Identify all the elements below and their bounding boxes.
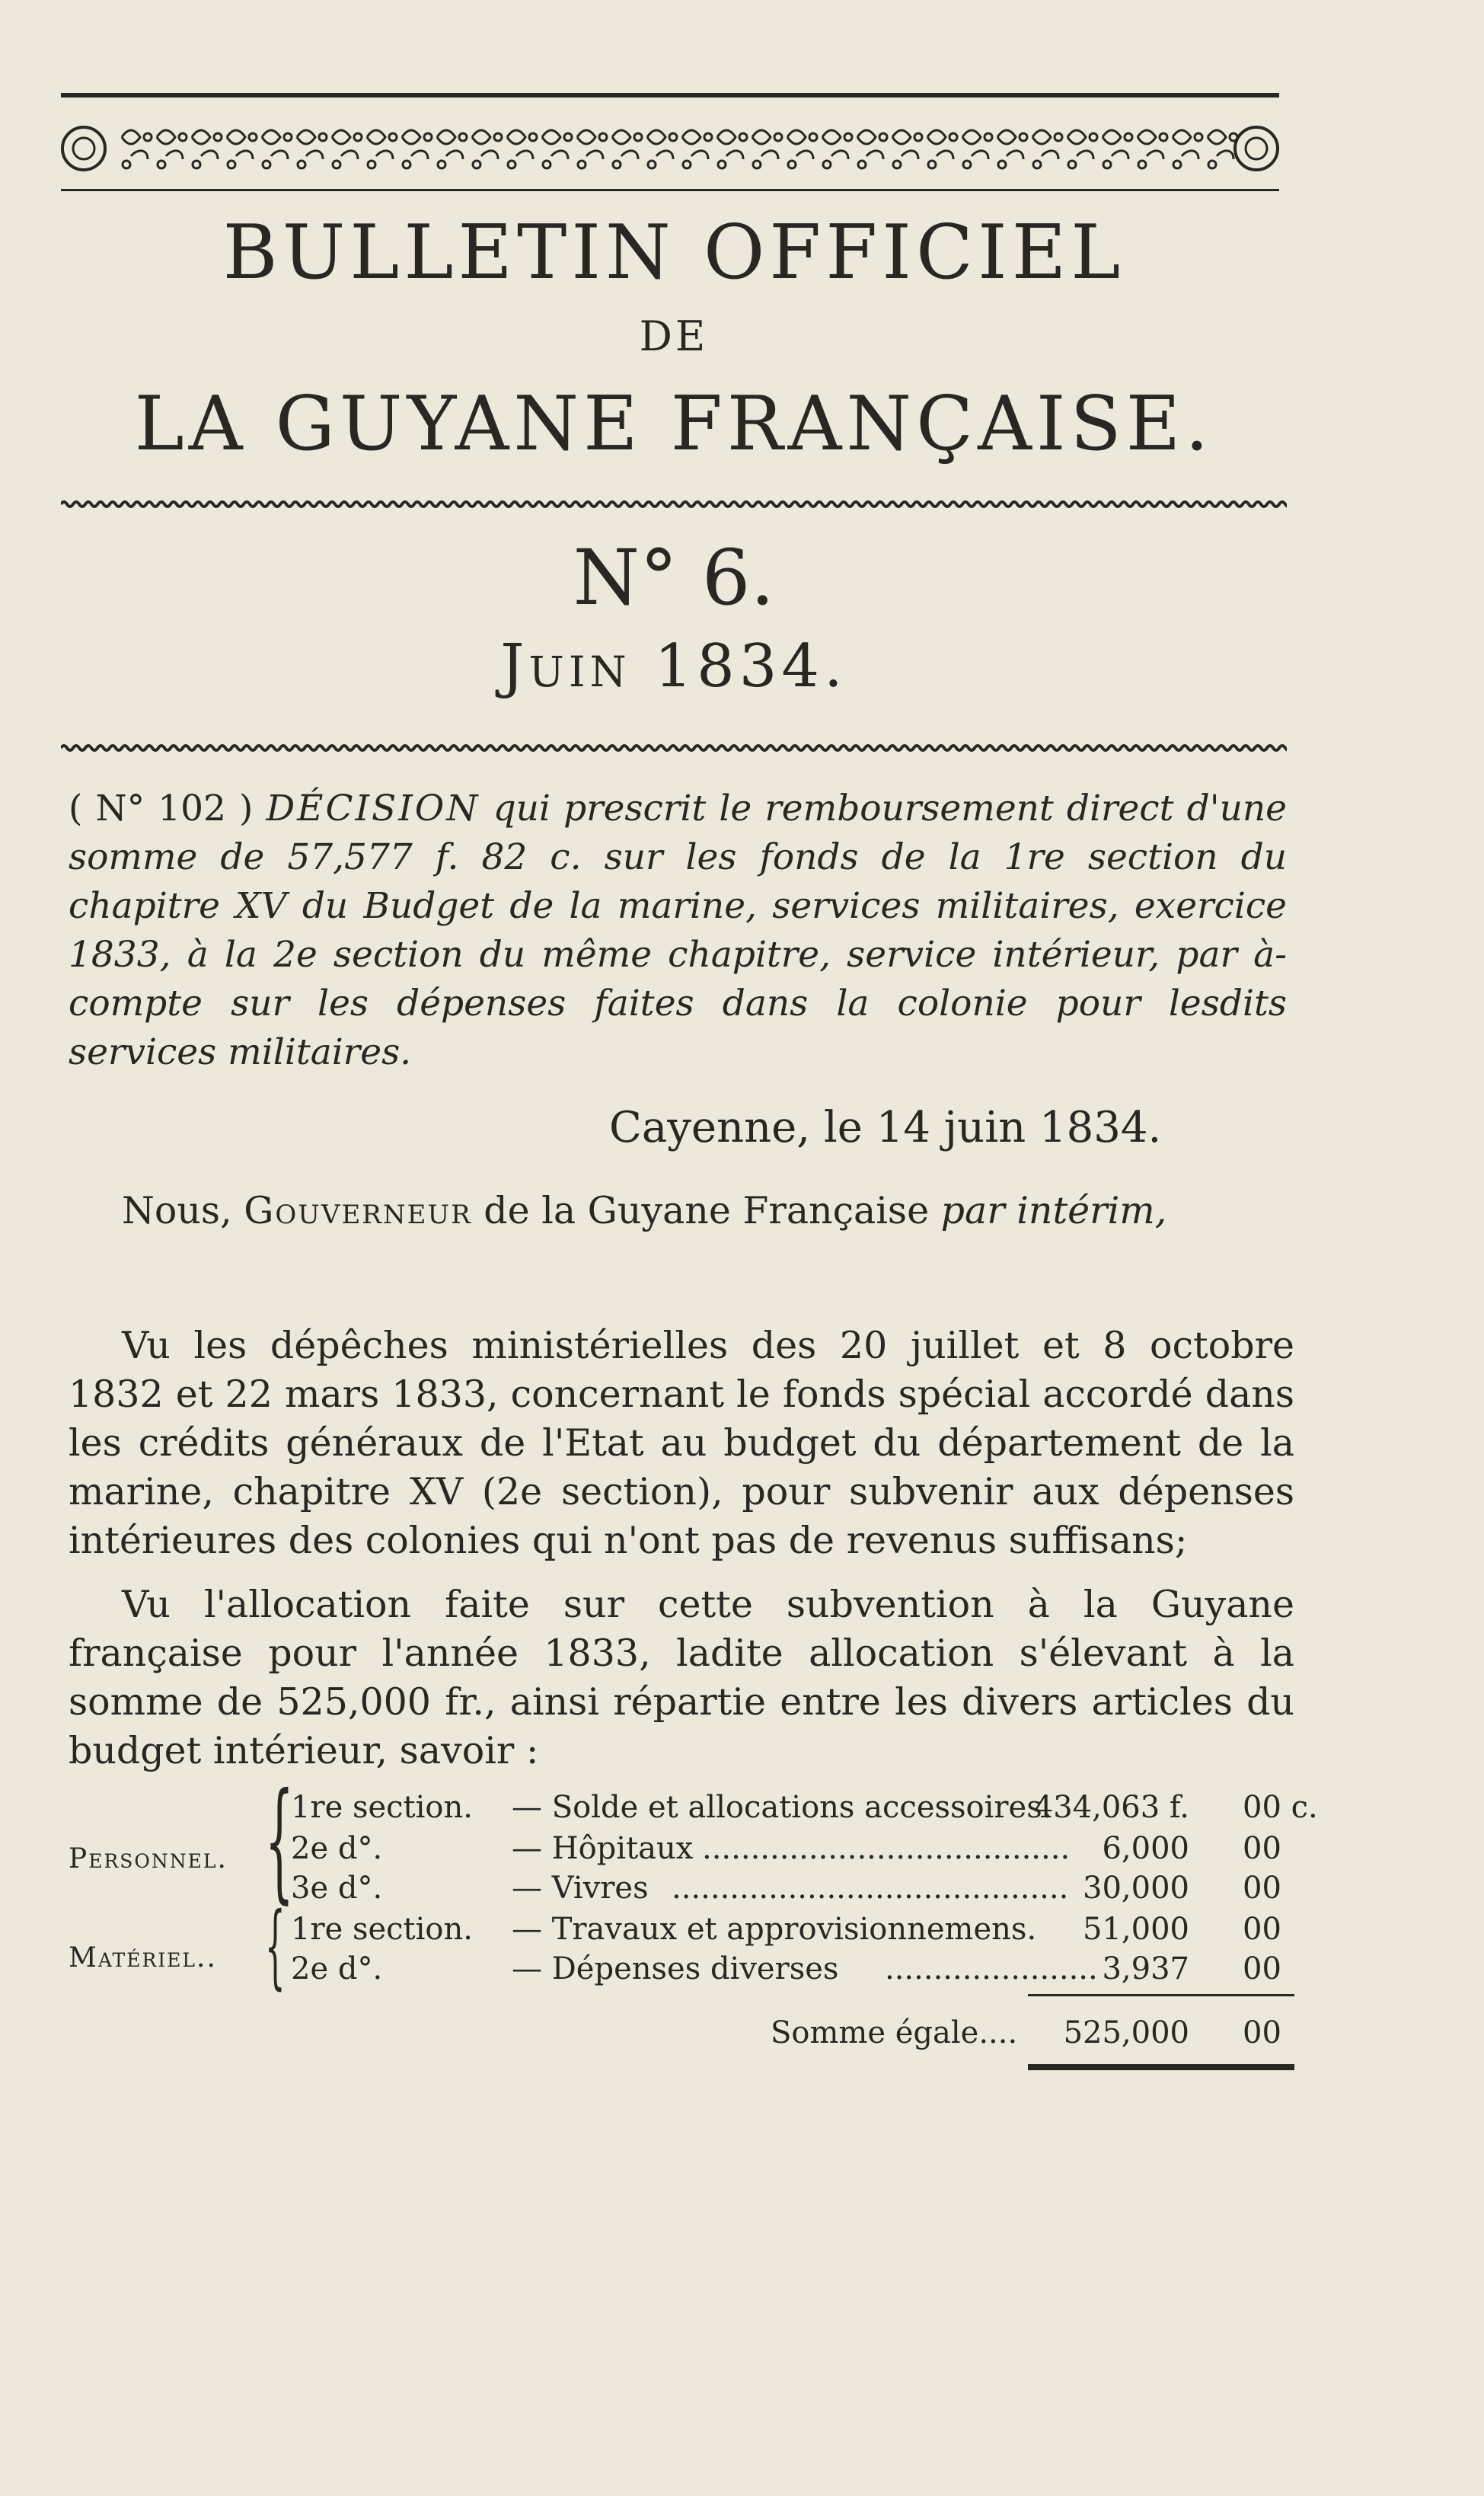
total-label: Somme égale.... (771, 2015, 1018, 2050)
budget-row (291, 1790, 1318, 1830)
row-amount: 51,000 (1083, 1912, 1189, 1947)
row-amount: 6,000 (1102, 1831, 1189, 1866)
decision-heading (69, 785, 1287, 1077)
leader-dots: ......................................... (672, 1871, 1069, 1906)
bulletin-title: BULLETIN OFFICIEL (222, 209, 1125, 296)
budget-row (291, 1831, 1311, 1871)
budget-category-personnel: Personnel. (69, 1843, 228, 1874)
row-cents: 00 (1243, 1831, 1281, 1866)
leader-dots: ...................................... (702, 1831, 1071, 1866)
row-description: — Travaux et approvisionnemens. (512, 1912, 1037, 1947)
row-amount: 434,063 f. (1033, 1790, 1189, 1825)
dateline: Cayenne, le 14 juin 1834. (609, 1103, 1162, 1152)
budget-row (291, 1951, 1311, 1991)
leader-dots: ...................... (885, 1951, 1098, 1986)
budget-total-row (291, 2015, 1311, 2055)
brace-personnel: { (265, 1766, 294, 1916)
sum-rule-top (1028, 1994, 1294, 1996)
issue-number: N° 6. (573, 533, 775, 622)
budget-row (291, 1912, 1311, 1951)
row-amount: 30,000 (1083, 1871, 1189, 1906)
decision-title-word: DÉCISION (266, 788, 480, 829)
row-section: 2e d°. (291, 1831, 383, 1866)
decision-text: qui prescrit le remboursement direct d'une somme de 57,577 f. 82 c. sur les fonds de la 1re section du chapitre XV du Budget de la marine, services militaires, exercice 1833, à la 2e section du même chapitre, service intérieur, par à-compte sur les dépenses faites dans la colonie pour lesdits services militaires. (69, 788, 1287, 1073)
row-cents: 00 (1243, 1951, 1281, 1986)
ornament-bottom-rule (61, 189, 1279, 191)
preamble-paragraph (69, 1187, 1294, 1235)
total-cents: 00 (1243, 2015, 1281, 2050)
ornament-band (61, 114, 1279, 183)
row-section: 2e d°. (291, 1951, 383, 1986)
considerant-paragraph-2: Vu l'allocation faite sur cette subvention à la Guyane française pour l'année 1833, ladite allocation s'élevant à la somme de 525,000 fr., ainsi répartie entre les divers articles du budget intérieur, savoir : (69, 1583, 1294, 1772)
preamble-italic: par intérim, (940, 1189, 1167, 1232)
wavy-divider-top (61, 499, 1287, 510)
row-section: 3e d°. (291, 1871, 383, 1906)
considerant-paragraph-1: Vu les dépêches ministérielles des 20 juillet et 8 octobre 1832 et 22 mars 1833, concernant le fonds spécial accordé dans les crédits généraux de l'Etat au budget du département de la marine, chapitre XV (2e section), pour subvenir aux dépenses intérieures des colonies qui n'ont pas de revenus suffisans; (69, 1324, 1294, 1562)
title-de: DE (639, 312, 709, 360)
row-cents: 00 c. (1243, 1790, 1318, 1825)
issue-date: Juin 1834. (500, 632, 847, 701)
preamble-start: Nous, (122, 1189, 232, 1232)
row-description: — Hôpitaux (512, 1831, 694, 1866)
row-cents: 00 (1243, 1912, 1281, 1947)
colony-title: LA GUYANE FRANÇAISE. (134, 381, 1214, 468)
governor-title: Gouverneur (244, 1189, 472, 1232)
row-section: 1re section. (291, 1912, 473, 1947)
top-rule (61, 93, 1279, 97)
row-description: — Solde et allocations accessoires. (512, 1790, 1052, 1825)
budget-category-materiel: Matériel.. (69, 1942, 217, 1973)
row-description: — Dépenses diverses (512, 1951, 839, 1986)
sum-rule-bottom (1028, 2064, 1294, 2070)
brace-materiel: { (265, 1894, 286, 1999)
row-cents: 00 (1243, 1871, 1281, 1906)
budget-row (291, 1871, 1311, 1910)
decision-number: ( N° 102 ) (69, 788, 254, 829)
total-amount: 525,000 (1063, 2015, 1189, 2050)
row-description: — Vivres (512, 1871, 649, 1906)
row-amount: 3,937 (1102, 1951, 1189, 1986)
preamble-mid: de la Guyane Française (483, 1189, 930, 1232)
wavy-divider-bottom (61, 743, 1287, 753)
row-section: 1re section. (291, 1790, 473, 1825)
